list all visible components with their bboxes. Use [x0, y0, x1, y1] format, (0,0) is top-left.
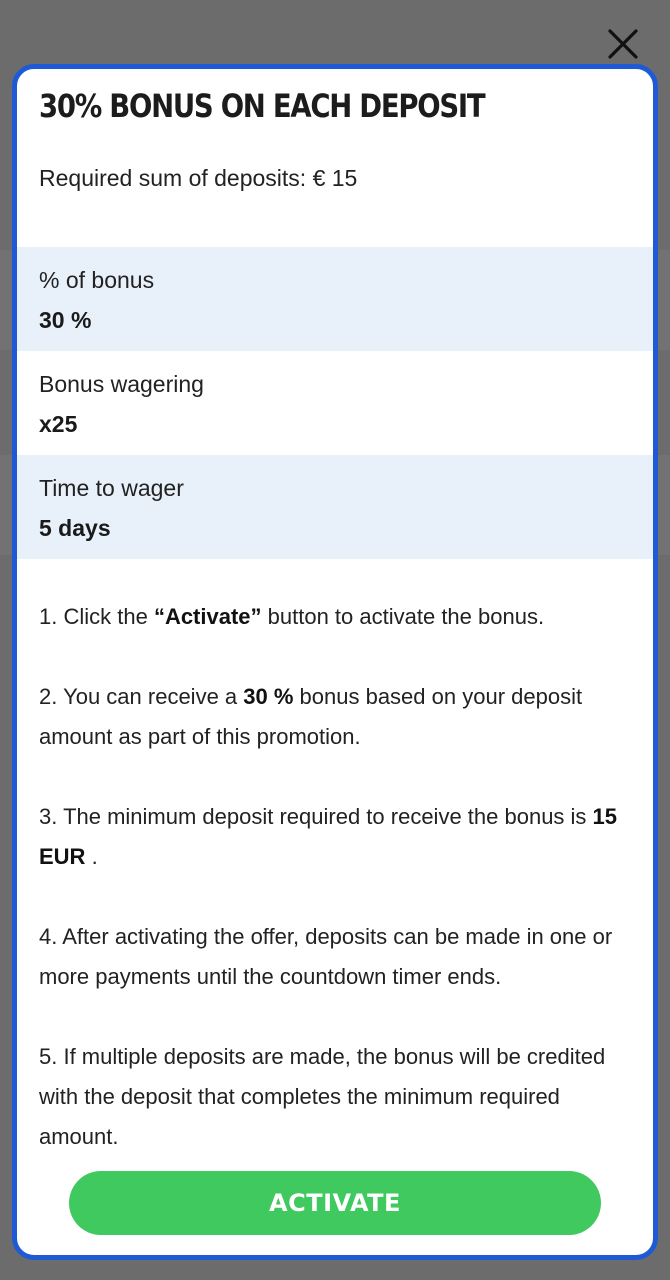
rule-text: bonus based on your deposit amount as part of this promotion.	[39, 684, 583, 749]
info-value: 30 %	[39, 307, 92, 333]
rule-text: button to activate the bonus.	[261, 604, 545, 629]
rule-text: 1. Click the	[39, 604, 154, 629]
rule-text: .	[85, 844, 98, 869]
rule-text: 2. You can receive a	[39, 684, 244, 709]
rule-item: 4. After activating the offer, deposits can be made in one or more payments until the countdown timer ends.	[39, 924, 613, 989]
activate-button[interactable]: ACTIVATE	[69, 1171, 601, 1235]
bonus-modal	[12, 64, 658, 1260]
rule-emphasis: 15 EUR	[39, 804, 618, 869]
rule-item	[39, 797, 633, 877]
rule-emphasis: 30 %	[243, 684, 294, 709]
info-label: Bonus wagering	[39, 371, 204, 397]
close-button[interactable]	[600, 26, 646, 66]
info-row-wagering	[17, 351, 653, 455]
rule-emphasis: “Activate”	[153, 604, 262, 629]
info-label: Time to wager	[39, 475, 184, 501]
info-row-time-to-wager	[17, 455, 653, 559]
close-icon	[600, 26, 646, 66]
rule-item: 5. If multiple deposits are made, the bonus will be credited with the deposit that completes the minimum required amount.	[39, 1044, 606, 1149]
modal-title: 30% BONUS ON EACH DEPOSIT	[39, 87, 485, 125]
info-label: % of bonus	[39, 267, 155, 293]
rules-list[interactable]	[39, 597, 633, 1149]
info-value: x25	[39, 411, 78, 437]
info-row-bonus-percent	[17, 247, 653, 351]
rule-item	[39, 597, 633, 637]
rule-item	[39, 677, 633, 757]
required-sum: Required sum of deposits: € 15	[39, 165, 358, 191]
rule-text: 3. The minimum deposit required to receive the bonus is	[39, 804, 593, 829]
info-value: 5 days	[39, 515, 111, 541]
